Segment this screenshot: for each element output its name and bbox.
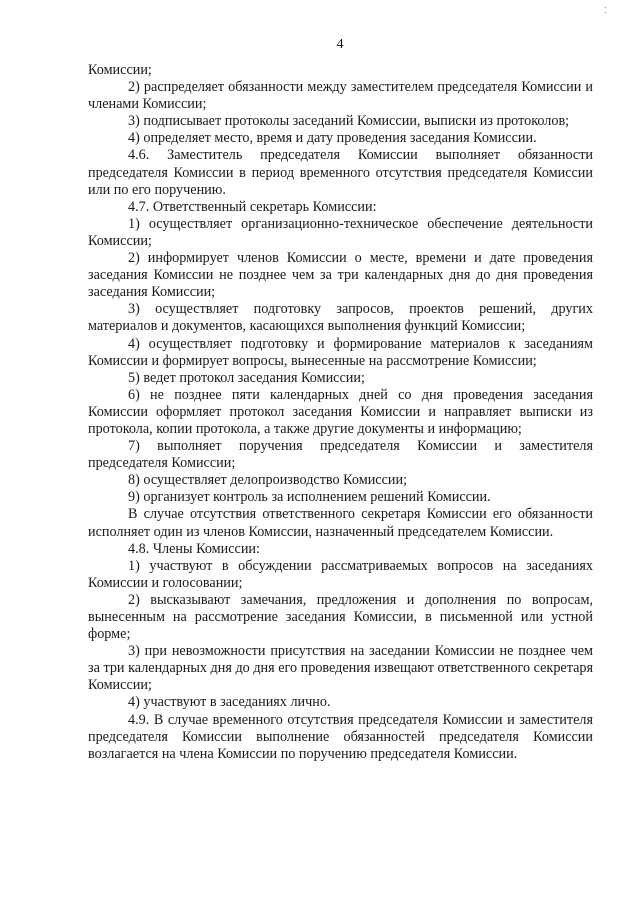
page-number: 4 bbox=[336, 37, 344, 52]
paragraph-4-9-temporary-absence: 4.9. В случае временного отсутствия председателя Комиссии и заместителя председателя Комиссии выполнение обязанностей председателя Комиссии возлагается на члена Комиссии по поручению председателя Комиссии. bbox=[88, 711, 593, 762]
paragraph-secretary-absence: В случае отсутствия ответственного секретаря Комиссии его обязанности исполняет один из членов Комиссии, назначенный председателем Комиссии. bbox=[88, 506, 593, 540]
paragraph-secretary-item-4: 4) осуществляет подготовку и формирование материалов к заседаниям Комиссии и формирует вопросы, вынесенные на рассмотрение Комиссии; bbox=[88, 335, 593, 369]
paragraph-secretary-item-3: 3) осуществляет подготовку запросов, проектов решений, других материалов и документов, касающихся выполнения функций Комиссии; bbox=[88, 301, 593, 335]
paragraph-item-3-signs-protocols: 3) подписывает протоколы заседаний Комиссии, выписки из протоколов; bbox=[128, 113, 570, 130]
paragraph-4-6-deputy-chairman: 4.6. Заместитель председателя Комиссии выполняет обязанности председателя Комиссии в период временного отсутствия председателя Комиссии или по его поручению. bbox=[88, 147, 593, 198]
paragraph-4-7-secretary-heading: 4.7. Ответственный секретарь Комиссии: bbox=[128, 198, 377, 215]
paragraph-members-item-2: 2) высказывают замечания, предложения и дополнения по вопросам, вынесенным на рассмотрение заседания Комиссии, в письменной или устной форме; bbox=[88, 591, 593, 643]
paragraph-secretary-item-6: 6) не позднее пяти календарных дней со дня проведения заседания Комиссии оформляет протокол заседания Комиссии и направляет выписки из протокола, копии протокола, а также другие документы и информацию; bbox=[88, 386, 593, 437]
paragraph-item-2-distributes-duties: 2) распределяет обязанности между заместителем председателя Комиссии и членами Комиссии; bbox=[88, 79, 593, 113]
paragraph-4-8-members-heading: 4.8. Члены Комиссии: bbox=[128, 540, 260, 557]
paragraph-members-item-4: 4) участвуют в заседаниях лично. bbox=[128, 694, 331, 711]
document-body bbox=[88, 62, 593, 763]
paragraph-members-item-3: 3) при невозможности присутствия на заседании Комиссии не позднее чем за три календарных дня до дня его проведения извещают ответственного секретаря Комиссии; bbox=[88, 643, 593, 694]
paragraph-secretary-item-2: 2) информирует членов Комиссии о месте, времени и дате проведения заседания Комиссии не позднее чем за три календарных дня до дня проведения заседания Комиссии; bbox=[88, 250, 593, 301]
paragraph-members-item-1: 1) участвуют в обсуждении рассматриваемых вопросов на заседаниях Комиссии и голосовании; bbox=[88, 557, 593, 591]
paragraph-secretary-item-5: 5) ведет протокол заседания Комиссии; bbox=[128, 369, 365, 386]
paragraph-secretary-item-1: 1) осуществляет организационно-техническое обеспечение деятельности Комиссии; bbox=[88, 215, 593, 249]
paragraph-item-4-sets-meeting: 4) определяет место, время и дату проведения заседания Комиссии. bbox=[128, 130, 537, 147]
paragraph-continuation: Комиссии; bbox=[88, 62, 152, 78]
paragraph-secretary-item-8: 8) осуществляет делопроизводство Комиссии; bbox=[128, 472, 408, 489]
scan-mark: ⁚ bbox=[604, 6, 607, 15]
paragraph-secretary-item-7: 7) выполняет поручения председателя Комиссии и заместителя председателя Комиссии; bbox=[88, 438, 593, 472]
paragraph-secretary-item-9: 9) организует контроль за исполнением решений Комиссии. bbox=[128, 489, 491, 506]
